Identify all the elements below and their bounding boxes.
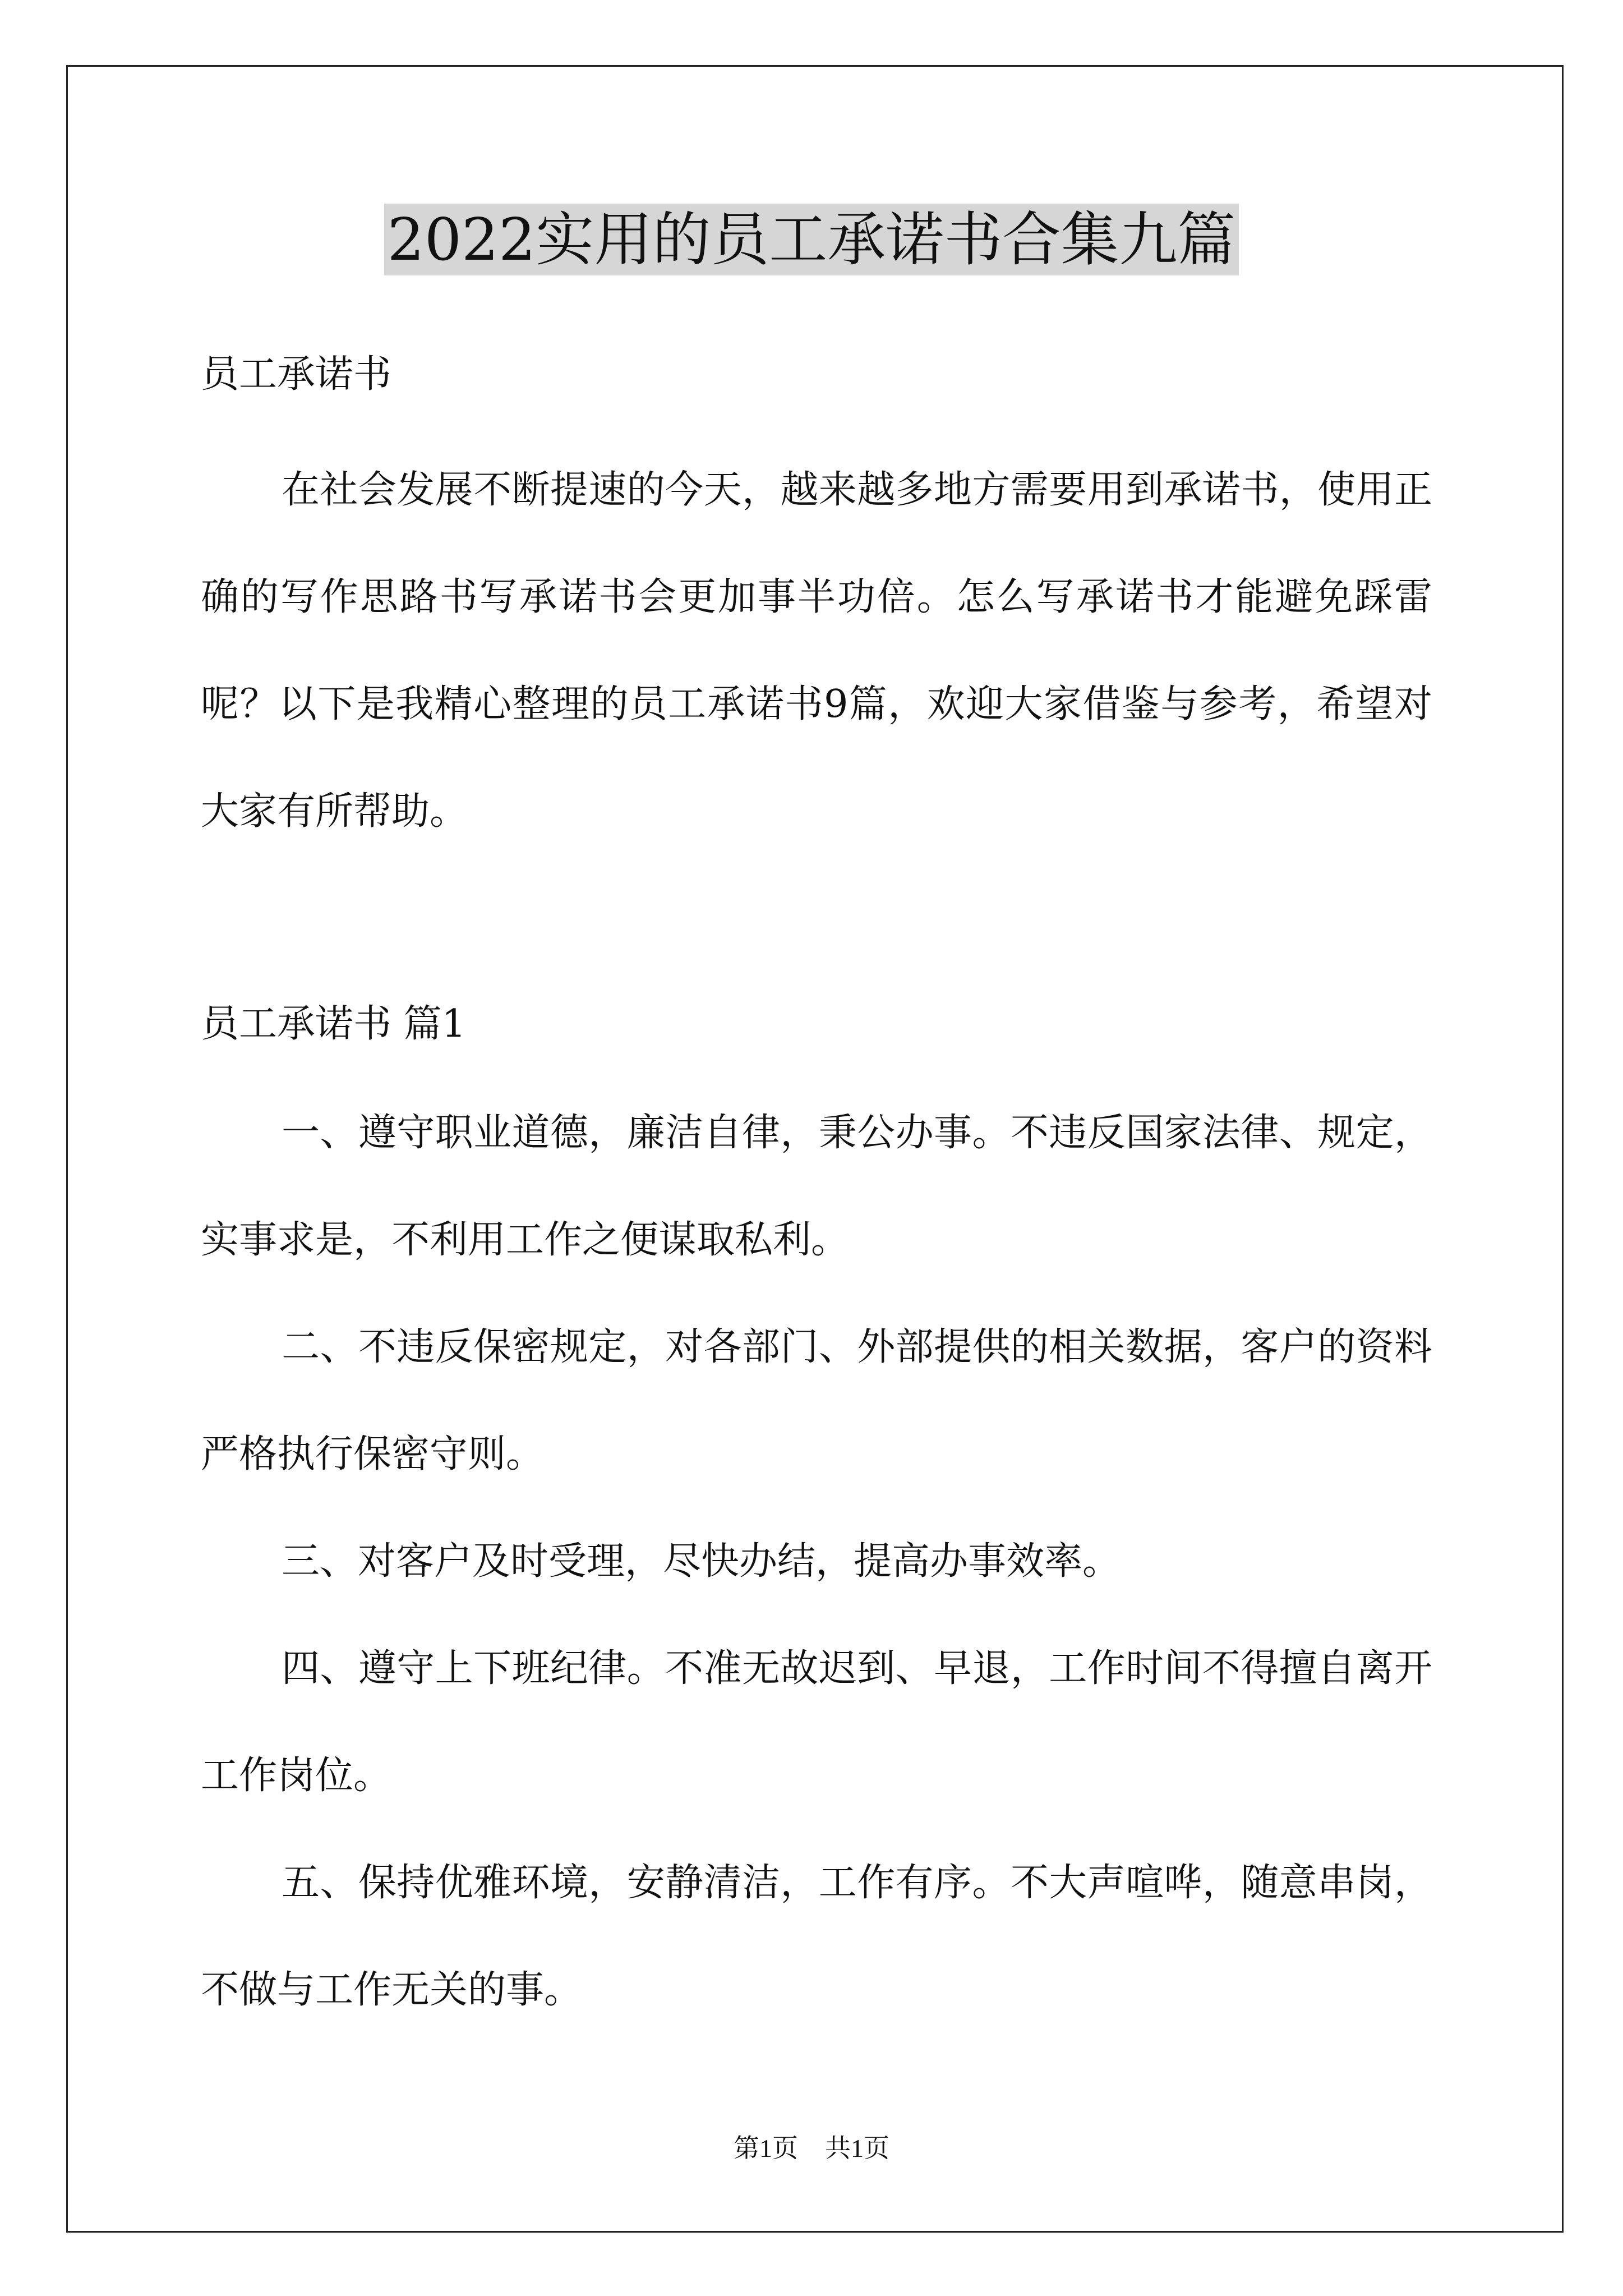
title-container (0, 204, 1623, 275)
commitment-item-5: 五、保持优雅环境，安静清洁，工作有序。不大声喧哗，随意串岗，不做与工作无关的事。 (201, 1861, 1432, 2012)
intro-paragraph: 在社会发展不断提速的今天，越来越多地方需要用到承诺书，使用正确的写作思路书写承诺书会更加事半功倍。怎么写承诺书才能避免踩雷呢？以下是我精心整理的员工承诺书9篇，欢迎大家借鉴与参考，希望对大家有所帮助。 (201, 468, 1432, 834)
commitment-item-1: 一、遵守职业道德，廉洁自律，秉公办事。不违反国家法律、规定，实事求是，不利用工作之便谋取私利。 (201, 1111, 1432, 1262)
intro-heading: 员工承诺书 (201, 352, 392, 397)
section-heading: 员工承诺书 篇1 (201, 1002, 466, 1046)
commitment-item-2: 二、不违反保密规定，对各部门、外部提供的相关数据，客户的资料严格执行保密守则。 (201, 1325, 1432, 1476)
page-footer (0, 2132, 1623, 2165)
document-body (201, 348, 1432, 2044)
commitment-item-3: 三、对客户及时受理，尽快办结，提高办事效率。 (282, 1539, 1121, 1584)
page-total: 共1页 (825, 2134, 889, 2162)
page-number: 第1页 (734, 2134, 798, 2162)
document-title: 2022实用的员工承诺书合集九篇 (384, 204, 1239, 275)
commitment-item-4: 四、遵守上下班纪律。不准无故迟到、早退，工作时间不得擅自离开工作岗位。 (201, 1646, 1432, 1798)
